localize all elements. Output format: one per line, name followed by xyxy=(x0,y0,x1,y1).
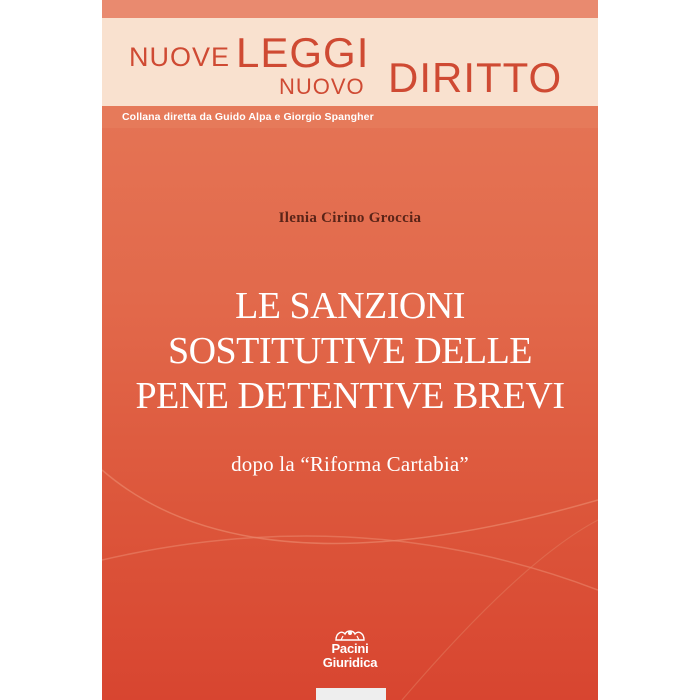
series-word-diritto: DIRITTO xyxy=(388,54,563,101)
decorative-arc-right xyxy=(402,520,598,700)
book-cover xyxy=(102,0,598,700)
book-title-line-1: LE SANZIONI xyxy=(235,285,465,327)
publisher-logo xyxy=(310,628,390,688)
cover-footer-strip xyxy=(316,688,386,700)
series-banner xyxy=(102,0,598,128)
series-word-leggi: LEGGI xyxy=(236,29,370,76)
book-title-line-2: SOSTITUTIVE DELLE xyxy=(167,330,533,372)
book-title xyxy=(102,284,598,419)
publisher-name-line-1: Pacini xyxy=(331,641,369,656)
decorative-arc-upper xyxy=(102,470,598,543)
series-banner-top-stripe xyxy=(102,0,598,18)
series-word-nuove: NUOVE xyxy=(129,42,231,72)
publisher-name-line-2: Giuridica xyxy=(322,655,378,670)
series-word-nuovo: NUOVO xyxy=(279,74,365,99)
book-title-line-3: PENE DETENTIVE BREVI xyxy=(135,375,565,417)
publisher-emblem-icon xyxy=(333,628,367,642)
book-author: Ilenia Cirino Groccia xyxy=(278,210,422,226)
series-editors: Collana diretta da Guido Alpa e Giorgio Spangher xyxy=(122,111,374,123)
decorative-arc-lower xyxy=(102,536,598,590)
book-subtitle: dopo la “Riforma Cartabia” xyxy=(231,452,469,476)
